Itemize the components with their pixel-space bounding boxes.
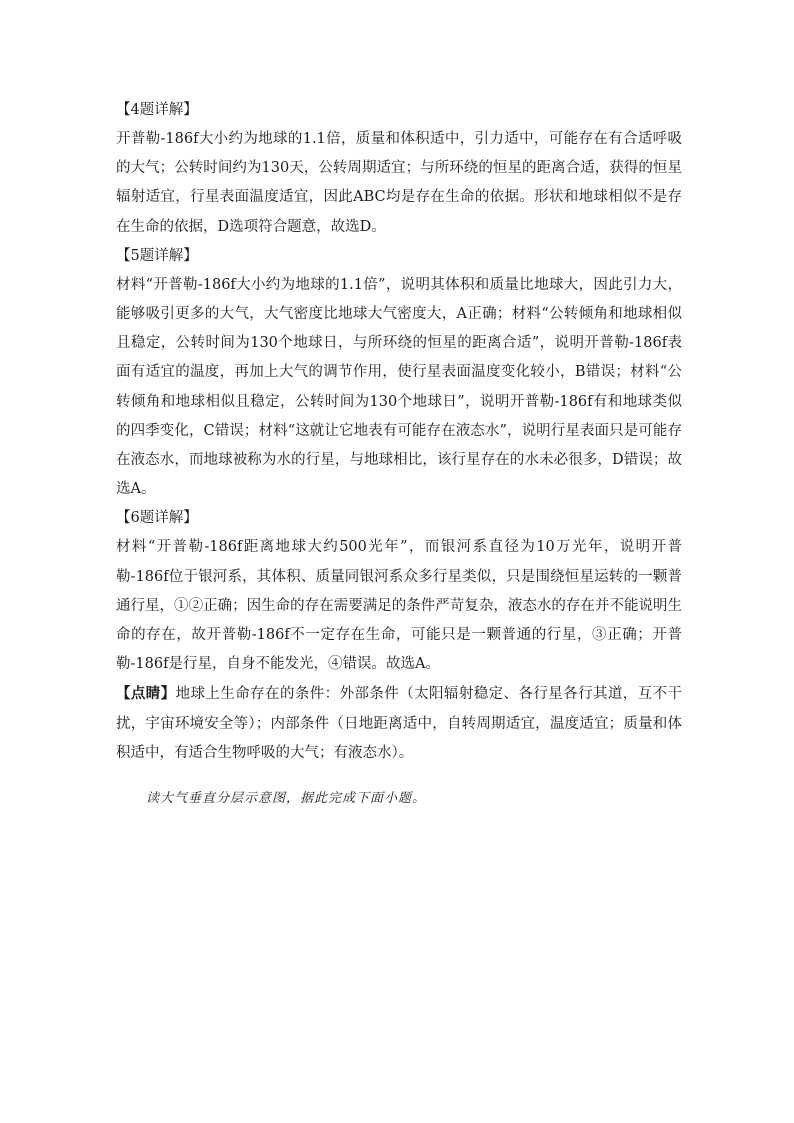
answer-explanations xyxy=(116,96,682,768)
key-point-text: 地球上生命存在的条件：外部条件（太阳辐射稳定、各行星各行其道，互不干扰，宇宙环境安全等）；内部条件（日地距离适中，自转周期适宜，温度适宜；质量和体积适中，有适合生物呼吸的大气；有液态水）。 xyxy=(116,686,683,761)
q4-heading: 【4题详解】 xyxy=(116,102,198,118)
q5-heading: 【5题详解】 xyxy=(116,247,198,264)
q6-explanation: 材料“开普勒-186f距离地球大约500光年”，而银河系直径为10万光年，说明开普勒-186f位于银河系，其体积、质量同银河系众多行星类似，只是围绕恒星运转的一颗普通行星，①②正确；因生命的存在需要满足的条件严苛复杂，液态水的存在并不能说明生命的存在，故开普勒-186f不一定存在生命，可能只是一颗普通的行星，③正确；开普勒-186f是行星，自身不能发光，④错误。故选A。 xyxy=(116,539,682,673)
next-question-instruction: 读大气垂直分层示意图，据此完成下面小题。 xyxy=(146,791,427,806)
key-point-note xyxy=(116,679,682,768)
q4-explanation: 开普勒-186f大小约为地球的1.1倍，质量和体积适中，引力适中，可能存在有合适呼吸的大气；公转时间约为130天，公转周期适宜；与所环绕的恒星的距离合适，获得的恒星辐射适宜，行星表面温度适宜，因此ABC均是存在生命的依据。形状和地球相似不是存在生命的依据，D选项符合题意，故选D。 xyxy=(116,131,682,235)
q5-explanation: 材料“开普勒-186f大小约为地球的1.1倍”，说明其体积和质量比地球大，因此引力大，能够吸引更多的大气，大气密度比地球大气密度大，A正确；材料“公转倾角和地球相似且稳定，公转时间为130个地球日，与所环绕的恒星的距离合适”，说明开普勒-186f表面有适宜的温度，再加上大气的调节作用，使行星表面温度变化较小，B错误；材料“公转倾角和地球相似且稳定，公转时间为130个地球日”，说明开普勒-186f有和地球类似的四季变化，C错误；材料“这就让它地表有可能存在液态水”，说明行星表面只是可能存在液态水，而地球被称为水的行星，与地球相比，该行星存在的水未必很多，D错误；故选A。 xyxy=(116,276,682,498)
q6-heading: 【6题详解】 xyxy=(116,510,198,527)
key-point-label: 【点睛】 xyxy=(116,685,176,703)
